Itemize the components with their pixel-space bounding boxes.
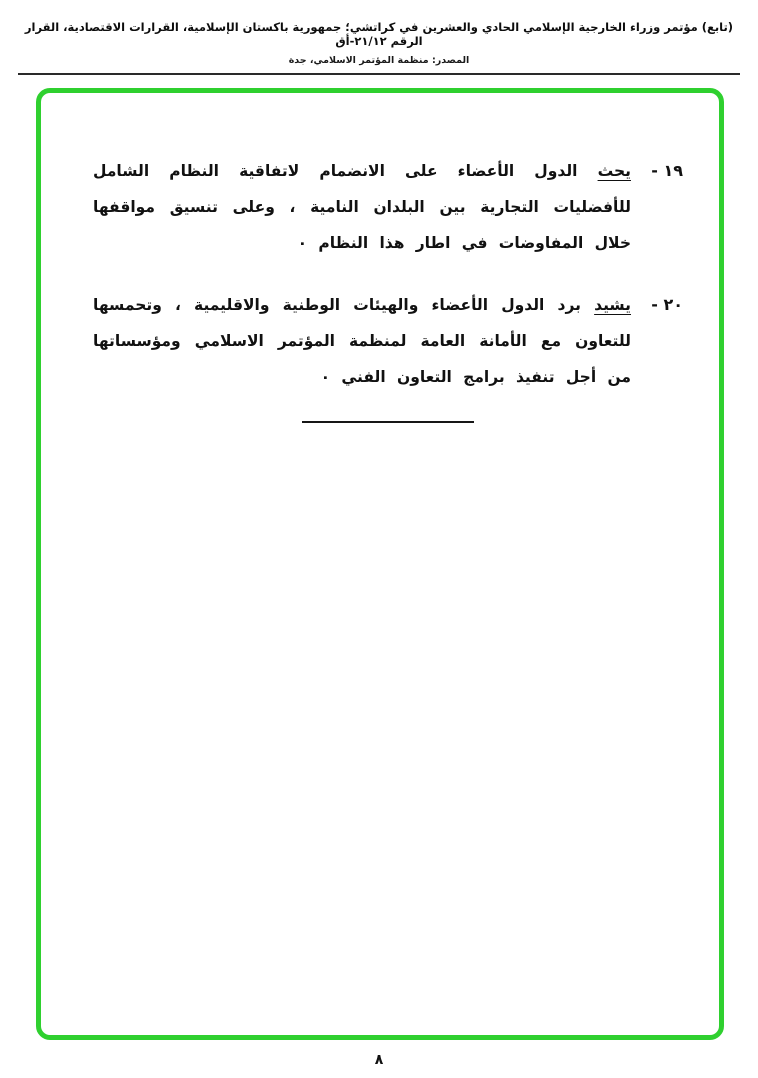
paragraph-body: الدول الأعضاء على الانضمام لاتفاقية النظام الشامل للأفضليات التجارية بين البلدان النامية ، وعلى تنسيق مواقفها خلال المفاوضات في اطار هذا النظام ٠ [93,162,631,252]
document-header [0,0,758,75]
page-number: ٨ [374,1052,384,1068]
header-title: (تابع) مؤتمر وزراء الخارجية الإسلامي الحادي والعشرين في كراتشي؛ جمهورية باكستان الإسلامية، القرارات الاقتصادية، القرار الرقم ٢١/١٢-أق [24,20,734,48]
paragraph-text [93,287,631,395]
underlined-word: يشيد [594,296,631,314]
section-end-divider [302,421,474,423]
header-divider [18,73,740,75]
numbered-paragraph-20 [93,287,683,395]
paragraph-body: برد الدول الأعضاء والهيئات الوطنية والاقليمية ، وتحمسها للتعاون مع الأمانة العامة لمنظمة المؤتمر الاسلامي ومؤسساتها من أجل تنفيذ برامج التعاون الفني ٠ [93,296,631,386]
header-source: المصدر: منظمة المؤتمر الاسلامي، جدة [288,55,470,66]
underlined-word: يحث [597,162,631,180]
content-border-box [36,88,724,1040]
item-number: ١٩ - [651,161,683,180]
item-number: ٢٠ - [651,295,683,314]
paragraph-text [93,153,631,261]
numbered-paragraph-19 [93,153,683,261]
document-body [41,93,719,423]
